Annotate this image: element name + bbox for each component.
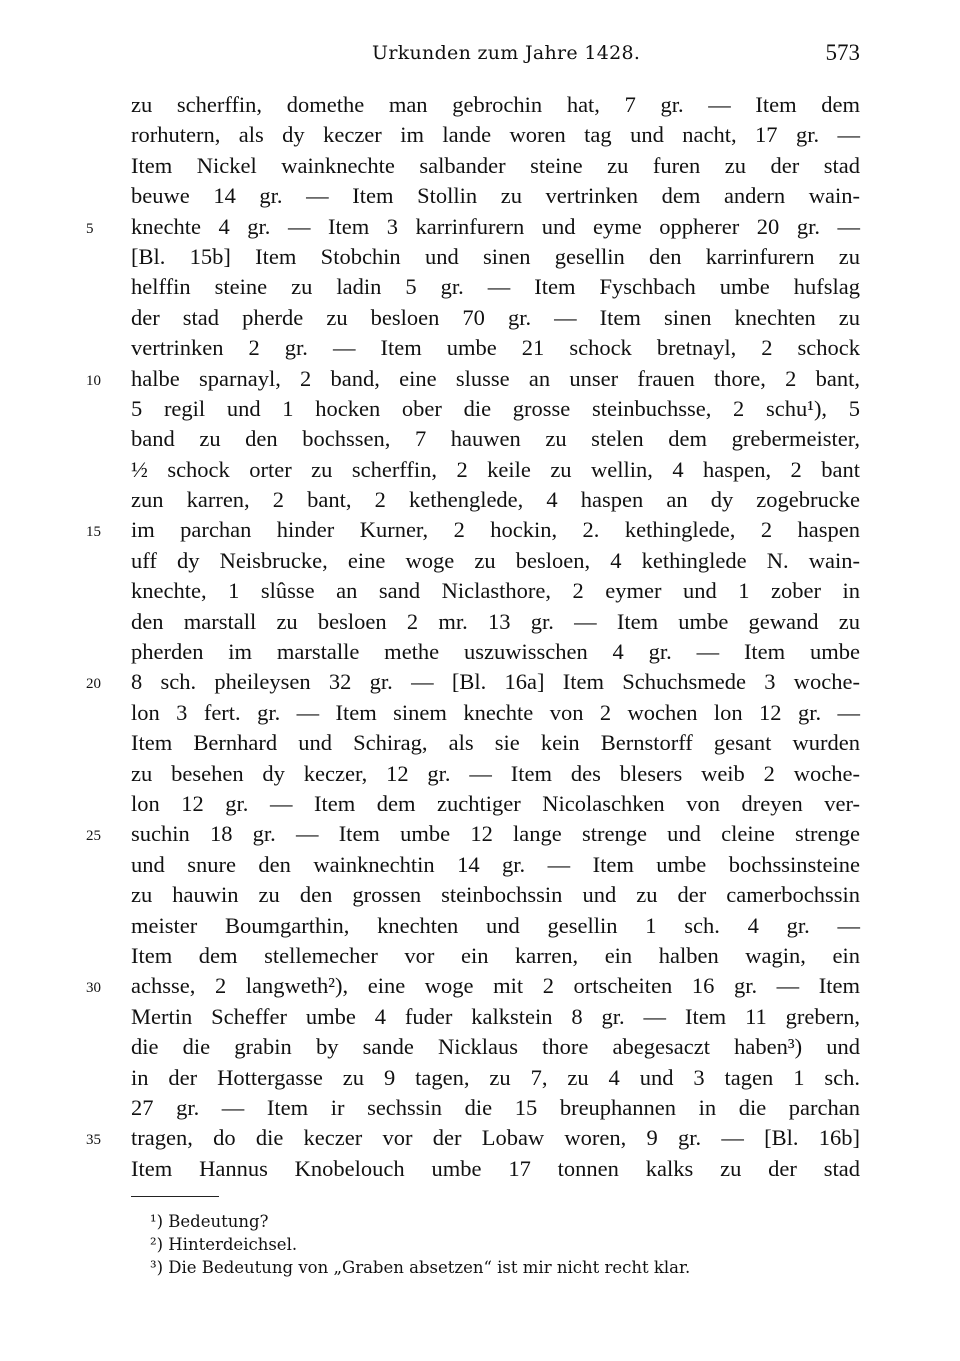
line-text: zu hauwin zu den grossen steinbochssin und zu der camerbochssin [131, 882, 860, 908]
text-line [0, 789, 960, 819]
text-line [0, 424, 960, 454]
line-text: Item dem stellemecher vor ein karren, ein halben wagin, ein [131, 942, 860, 968]
line-text: 8 sch. pheileysen 32 gr. — [Bl. 16a] Item Schuchsmede 3 woche- [131, 669, 860, 695]
line-text: halbe sparnayl, 2 band, eine slusse an unser frauen thore, 2 bant, [131, 365, 860, 391]
line-text: meister Boumgarthin, knechten und gesellin 1 sch. 4 gr. — [131, 912, 860, 938]
text-line [0, 607, 960, 637]
text-line [0, 485, 960, 515]
line-text: ½ schock orter zu scherffin, 2 keile zu wellin, 4 haspen, 2 bant [131, 456, 860, 482]
line-text: den marstall zu besloen 2 mr. 13 gr. — Item umbe gewand zu [131, 608, 860, 634]
text-line [0, 1154, 960, 1184]
text-line [0, 698, 960, 728]
text-line [0, 364, 960, 394]
text-line [0, 941, 960, 971]
line-text: zun karren, 2 bant, 2 kethenglede, 4 haspen an dy zogebrucke [131, 487, 860, 513]
text-line [0, 759, 960, 789]
line-text: Item Hannus Knobelouch umbe 17 tonnen kalks zu der stad [131, 1155, 860, 1181]
line-number: 5 [86, 220, 94, 237]
text-line [0, 455, 960, 485]
line-text: knechte 4 gr. — Item 3 karrinfurern und eyme oppherer 20 gr. — [131, 213, 860, 239]
text-line [0, 394, 960, 424]
text-line [0, 1002, 960, 1032]
text-line [0, 637, 960, 667]
line-text: suchin 18 gr. — Item umbe 12 lange strenge und cleine strenge [131, 821, 860, 847]
line-number: 10 [86, 372, 101, 389]
text-line [0, 546, 960, 576]
footnote: ³) Die Bedeutung von „Graben absetzen“ ist mir nicht recht klar. [150, 1258, 691, 1277]
line-number: 15 [86, 524, 101, 541]
line-text: der stad pherde zu besloen 70 gr. — Item sinen knechten zu [131, 304, 860, 330]
line-text: [Bl. 15b] Item Stobchin und sinen gesellin den karrinfurern zu [131, 243, 860, 269]
line-text: achsse, 2 langweth²), eine woge mit 2 ortscheiten 16 gr. — Item [131, 973, 860, 999]
line-text: Item Bernhard und Schirag, als sie kein Bernstorff gesant wurden [131, 730, 860, 756]
text-line [0, 272, 960, 302]
text-line [0, 819, 960, 849]
text-line [0, 1032, 960, 1062]
line-text: und snure den wainknechtin 14 gr. — Item umbe bochssinsteine [131, 851, 860, 877]
line-number: 30 [86, 980, 101, 997]
footnote: ¹) Bedeutung? [150, 1212, 269, 1231]
text-line [0, 242, 960, 272]
line-text: lon 3 fert. gr. — Item sinem knechte von 2 wochen lon 12 gr. — [131, 699, 860, 725]
text-line [0, 576, 960, 606]
text-line [0, 1123, 960, 1153]
running-title: Urkunden zum Jahre 1428. [372, 42, 641, 64]
text-line [0, 515, 960, 545]
footnote: ²) Hinterdeichsel. [150, 1235, 298, 1254]
line-text: zu scherffin, domethe man gebrochin hat, 7 gr. — Item dem [131, 92, 860, 117]
line-text: helffin steine zu ladin 5 gr. — Item Fyschbach umbe hufslag [131, 274, 860, 300]
text-line [0, 1063, 960, 1093]
text-line [0, 850, 960, 880]
text-line [0, 181, 960, 211]
line-number: 25 [86, 828, 101, 845]
line-text: in der Hottergasse zu 9 tagen, zu 7, zu 4 und 3 tagen 1 sch. [131, 1064, 860, 1090]
line-text: band zu den bochssen, 7 hauwen zu stelen dem grebermeister, [131, 426, 860, 452]
line-text: im parchan hinder Kurner, 2 hockin, 2. kethinglede, 2 haspen [131, 517, 860, 543]
line-text: lon 12 gr. — Item dem zuchtiger Nicolaschken von dreyen ver- [131, 790, 860, 816]
text-line [0, 728, 960, 758]
line-text: 5 regil und 1 hocken ober die grosse steinbuchsse, 2 schu¹), 5 [131, 395, 860, 421]
text-line [0, 880, 960, 910]
main-text [0, 90, 960, 1184]
line-text: zu besehen dy keczer, 12 gr. — Item des blesers weib 2 woche- [131, 760, 860, 786]
text-line [0, 333, 960, 363]
text-line [0, 303, 960, 333]
text-line [0, 667, 960, 697]
footnotes [150, 1210, 850, 1279]
text-line [0, 971, 960, 1001]
line-text: 27 gr. — Item ir sechssin die 15 breuphannen in die parchan [131, 1094, 860, 1120]
line-number: 35 [86, 1132, 101, 1149]
line-text: tragen, do die keczer vor der Lobaw woren, 9 gr. — [Bl. 16b] [131, 1125, 860, 1151]
page-number: 573 [825, 40, 860, 65]
text-line [0, 151, 960, 181]
page-header [0, 40, 960, 74]
line-text: beuwe 14 gr. — Item Stollin zu vertrinken dem andern wain- [131, 183, 860, 209]
line-text: knechte, 1 slûsse an sand Niclasthore, 2 eymer und 1 zober in [131, 578, 860, 604]
text-line [0, 90, 960, 120]
line-text: vertrinken 2 gr. — Item umbe 21 schock bretnayl, 2 schock [131, 335, 860, 361]
line-text: Item Nickel wainknechte salbander steine zu furen zu der stad [131, 152, 860, 178]
text-line [0, 911, 960, 941]
footnote-rule [131, 1196, 219, 1197]
line-text: rorhutern, als dy keczer im lande woren tag und nacht, 17 gr. — [131, 122, 860, 148]
line-number: 20 [86, 676, 101, 693]
text-line [0, 212, 960, 242]
line-text: uff dy Neisbrucke, eine woge zu besloen, 4 kethinglede N. wain- [131, 547, 860, 573]
text-line [0, 120, 960, 150]
line-text: die die grabin by sande Nicklaus thore abegesaczt haben³) und [131, 1034, 860, 1060]
text-line [0, 1093, 960, 1123]
line-text: pherden im marstalle methe uszuwisschen 4 gr. — Item umbe [131, 639, 860, 665]
line-text: Mertin Scheffer umbe 4 fuder kalkstein 8 gr. — Item 11 grebern, [131, 1003, 860, 1029]
